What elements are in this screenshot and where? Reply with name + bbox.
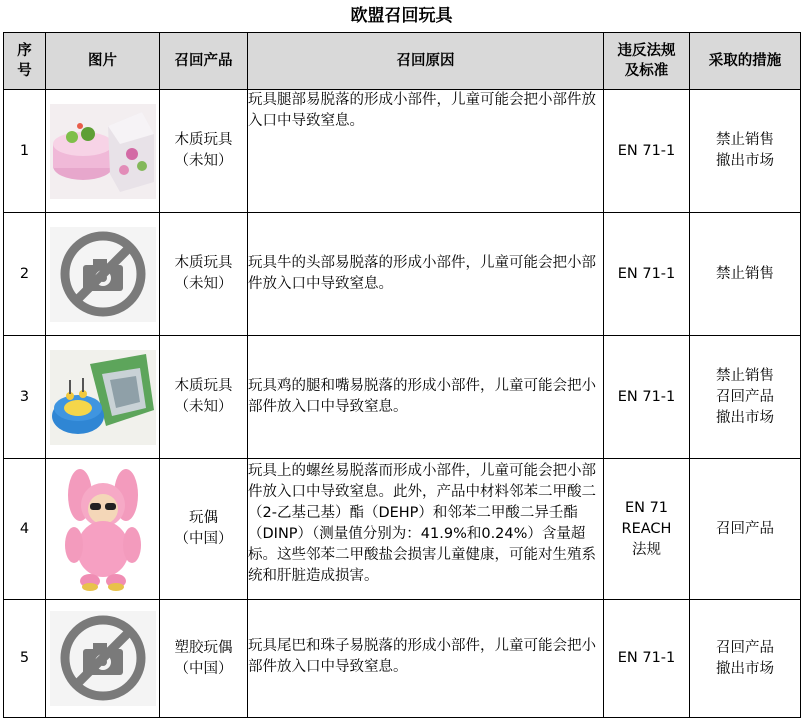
no-photo-icon	[50, 227, 156, 322]
product-name: 木质玩具	[174, 255, 233, 271]
product-origin: （中国）	[174, 660, 233, 677]
standard: EN 71	[624, 499, 669, 516]
measure: 禁止销售	[716, 265, 774, 282]
recall-reason: 玩具上的螺丝易脱落而形成小部件，儿童可能会把小部件放入口中导致窒息。此外，产品中材料邻苯二甲酸二（2-乙基己基）酯（DEHP）和邻苯二甲酸二异壬酯（DINP）（测量值分别为：41.9%和0.24%）含量超标。这些邻苯二甲酸盐会损害儿童健康，可能对生殖系统和肝脏造成损害。	[248, 459, 604, 600]
table-row	[4, 600, 801, 718]
measure: 撤出市场	[716, 153, 774, 169]
measure: 撤出市场	[716, 409, 774, 426]
page-title: 欧盟召回玩具	[350, 6, 453, 26]
recall-reason: 玩具腿部易脱落的形成小部件，儿童可能会把小部件放入口中导致窒息。	[248, 90, 604, 213]
product-name: 木质玩具	[174, 378, 233, 394]
product-name: 木质玩具	[174, 132, 233, 148]
table-row	[4, 459, 801, 600]
header-standard: 违反法规及标准	[604, 33, 690, 90]
recall-table	[3, 32, 801, 718]
recall-reason: 玩具尾巴和珠子易脱落的形成小部件，儿童可能会把小部件放入口中导致窒息。	[248, 600, 604, 718]
product-name: 塑胶玩偶	[174, 639, 233, 656]
standard: EN 71-1	[617, 650, 676, 666]
row-no: 4	[4, 459, 46, 600]
measure: 禁止销售	[716, 367, 774, 384]
recall-reason: 玩具鸡的腿和嘴易脱落的形成小部件，儿童可能会把小部件放入口中导致窒息。	[248, 336, 604, 459]
row-no: 2	[4, 213, 46, 336]
wooden-toy-photo	[50, 104, 156, 199]
row-no: 1	[4, 90, 46, 213]
header-no: 序号	[4, 33, 46, 90]
product-origin: （未知）	[174, 276, 233, 292]
header-image: 图片	[46, 33, 160, 90]
standard: 法规	[632, 541, 661, 558]
table-row	[4, 90, 801, 213]
measure: 召回产品	[716, 520, 774, 537]
row-no: 3	[4, 336, 46, 459]
product-origin: （中国）	[174, 531, 233, 547]
header-measures: 采取的措施	[690, 33, 801, 90]
recall-reason: 玩具牛的头部易脱落的形成小部件，儿童可能会把小部件放入口中导致窒息。	[248, 213, 604, 336]
no-photo-icon	[50, 611, 156, 706]
header-product: 召回产品	[160, 33, 248, 90]
table-row	[4, 213, 801, 336]
standard: EN 71-1	[617, 142, 676, 159]
measure: 召回产品	[716, 388, 774, 405]
standard: EN 71-1	[617, 388, 676, 405]
measure: 禁止销售	[716, 132, 774, 148]
product-name: 玩偶	[189, 510, 218, 526]
measure: 撤出市场	[716, 660, 774, 677]
header-reason: 召回原因	[248, 33, 604, 90]
measure: 召回产品	[716, 639, 774, 656]
row-no: 5	[4, 600, 46, 718]
table-header-row	[4, 33, 801, 90]
wooden-toy-photo	[50, 350, 156, 445]
standard: REACH	[621, 520, 672, 537]
standard: EN 71-1	[617, 265, 676, 282]
product-origin: （未知）	[174, 153, 233, 169]
table-row	[4, 336, 801, 459]
doll-photo	[50, 465, 156, 593]
product-origin: （未知）	[174, 399, 233, 415]
